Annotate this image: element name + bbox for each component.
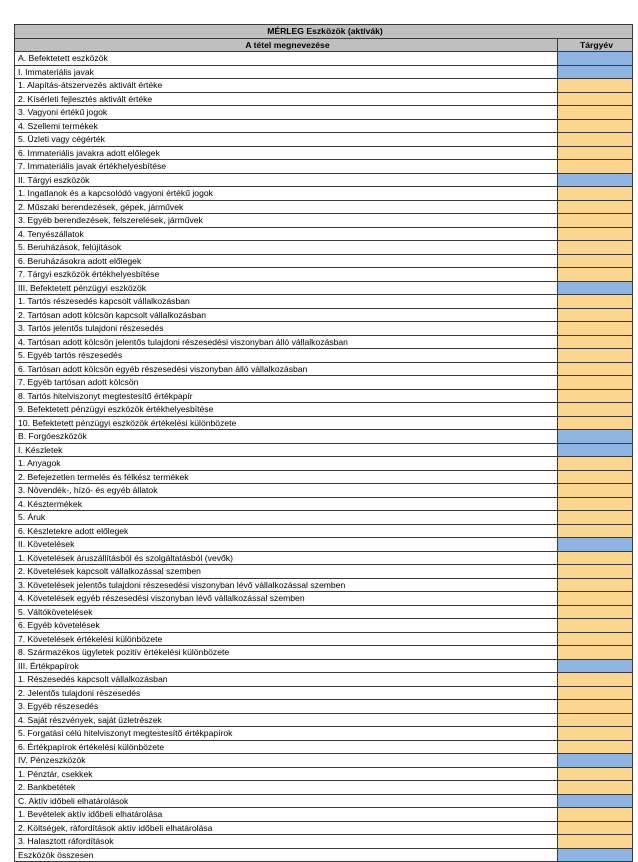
input-value-cell[interactable] xyxy=(558,389,633,403)
row-label: C. Aktív időbeli elhatárolások xyxy=(15,794,558,808)
table-row xyxy=(15,605,633,619)
section-row xyxy=(15,281,633,295)
row-label: 1. Tartós részesedés kapcsolt vállalkozásban xyxy=(15,295,558,309)
input-value-cell[interactable] xyxy=(558,457,633,471)
table-row xyxy=(15,200,633,214)
table-row xyxy=(15,619,633,633)
row-label: 2. Kísérleti fejlesztés aktivált értéke xyxy=(15,92,558,106)
row-label: 4. Tartósan adott kölcsön jelentős tulajdoni részesedési viszonyban álló vállalkozásban xyxy=(15,335,558,349)
input-value-cell[interactable] xyxy=(558,781,633,795)
table-row xyxy=(15,592,633,606)
table-row xyxy=(15,403,633,417)
table-row xyxy=(15,686,633,700)
row-label: 4. Tenyészállatok xyxy=(15,227,558,241)
row-label: 5. Beruházások, felújítások xyxy=(15,241,558,255)
table-row xyxy=(15,781,633,795)
table-row xyxy=(15,700,633,714)
table-row xyxy=(15,92,633,106)
section-value-cell xyxy=(558,281,633,295)
column-header-row xyxy=(15,38,633,52)
input-value-cell[interactable] xyxy=(558,416,633,430)
section-row xyxy=(15,65,633,79)
input-value-cell[interactable] xyxy=(558,146,633,160)
balance-sheet-body xyxy=(15,25,633,862)
table-row xyxy=(15,713,633,727)
section-row xyxy=(15,538,633,552)
table-row xyxy=(15,821,633,835)
row-label: 3. Egyéb részesedés xyxy=(15,700,558,714)
input-value-cell[interactable] xyxy=(558,835,633,849)
input-value-cell[interactable] xyxy=(558,821,633,835)
row-label: 2. Bankbetétek xyxy=(15,781,558,795)
row-label: 6. Értékpapírok értékelési különbözete xyxy=(15,740,558,754)
table-row xyxy=(15,227,633,241)
table-row xyxy=(15,470,633,484)
section-value-cell xyxy=(558,848,633,862)
input-value-cell[interactable] xyxy=(558,227,633,241)
table-row xyxy=(15,740,633,754)
input-value-cell[interactable] xyxy=(558,92,633,106)
input-value-cell[interactable] xyxy=(558,497,633,511)
input-value-cell[interactable] xyxy=(558,119,633,133)
row-label: 8. Tartós hitelviszonyt megtestesítő értékpapír xyxy=(15,389,558,403)
input-value-cell[interactable] xyxy=(558,619,633,633)
table-row xyxy=(15,551,633,565)
table-row xyxy=(15,322,633,336)
row-label: 1. Anyagok xyxy=(15,457,558,471)
input-value-cell[interactable] xyxy=(558,578,633,592)
section-row xyxy=(15,430,633,444)
table-row xyxy=(15,835,633,849)
input-value-cell[interactable] xyxy=(558,632,633,646)
input-value-cell[interactable] xyxy=(558,403,633,417)
input-value-cell[interactable] xyxy=(558,295,633,309)
row-label: 3. Egyéb berendezések, felszerelések, járművek xyxy=(15,214,558,228)
row-label: 7. Immateriális javak értékhelyesbítése xyxy=(15,160,558,174)
input-value-cell[interactable] xyxy=(558,673,633,687)
section-value-cell xyxy=(558,754,633,768)
row-label: 3. Követelések jelentős tulajdoni részesedési viszonyban lévő vállalkozással szemben xyxy=(15,578,558,592)
input-value-cell[interactable] xyxy=(558,551,633,565)
section-row xyxy=(15,173,633,187)
row-label: 2. Műszaki berendezések, gépek, járművek xyxy=(15,200,558,214)
row-label: 3. Vagyoni értékű jogok xyxy=(15,106,558,120)
table-row xyxy=(15,484,633,498)
input-value-cell[interactable] xyxy=(558,79,633,93)
table-row xyxy=(15,578,633,592)
section-value-cell xyxy=(558,443,633,457)
table-row xyxy=(15,241,633,255)
row-label: IV. Pénzeszközök xyxy=(15,754,558,768)
section-row xyxy=(15,52,633,66)
input-value-cell[interactable] xyxy=(558,241,633,255)
table-row xyxy=(15,106,633,120)
row-label: 4. Késztermékek xyxy=(15,497,558,511)
table-row xyxy=(15,160,633,174)
input-value-cell[interactable] xyxy=(558,254,633,268)
row-label: B. Forgóeszközök xyxy=(15,430,558,444)
row-label: 7. Egyéb tartósan adott kölcsön xyxy=(15,376,558,390)
input-value-cell[interactable] xyxy=(558,106,633,120)
row-label: 1. Részesedés kapcsolt vállalkozásban xyxy=(15,673,558,687)
row-label: 1. Ingatlanok és a kapcsolódó vagyoni értékű jogok xyxy=(15,187,558,201)
input-value-cell[interactable] xyxy=(558,268,633,282)
input-value-cell[interactable] xyxy=(558,200,633,214)
row-label: 5. Váltókövetelések xyxy=(15,605,558,619)
input-value-cell[interactable] xyxy=(558,686,633,700)
row-label: 4. Szellemi termékek xyxy=(15,119,558,133)
input-value-cell[interactable] xyxy=(558,713,633,727)
input-value-cell[interactable] xyxy=(558,484,633,498)
input-value-cell[interactable] xyxy=(558,511,633,525)
row-label: 1. Alapítás-átszervezés aktivált értéke xyxy=(15,79,558,93)
table-row xyxy=(15,376,633,390)
table-row xyxy=(15,673,633,687)
input-value-cell[interactable] xyxy=(558,605,633,619)
row-label: 1. Pénztár, csekkek xyxy=(15,767,558,781)
row-label: 2. Jelentős tulajdoni részesedés xyxy=(15,686,558,700)
section-value-cell xyxy=(558,173,633,187)
row-label: 7. Tárgyi eszközök értékhelyesbítése xyxy=(15,268,558,282)
row-label: 9. Befektetett pénzügyi eszközök értékhelyesbítése xyxy=(15,403,558,417)
row-label: 2. Költségek, ráfordítások aktív időbeli elhatárolása xyxy=(15,821,558,835)
input-value-cell[interactable] xyxy=(558,808,633,822)
table-row xyxy=(15,808,633,822)
input-value-cell[interactable] xyxy=(558,727,633,741)
row-label: III. Értékpapírok xyxy=(15,659,558,673)
input-value-cell[interactable] xyxy=(558,740,633,754)
row-label: 2. Tartósan adott kölcsön kapcsolt vállalkozásban xyxy=(15,308,558,322)
input-value-cell[interactable] xyxy=(558,524,633,538)
table-row xyxy=(15,362,633,376)
row-label: III. Befektetett pénzügyi eszközök xyxy=(15,281,558,295)
section-row xyxy=(15,443,633,457)
row-label: 1. Követelések áruszállításból és szolgáltatásból (vevők) xyxy=(15,551,558,565)
row-label: 4. Saját részvények, saját üzletrészek xyxy=(15,713,558,727)
input-value-cell[interactable] xyxy=(558,160,633,174)
table-row xyxy=(15,349,633,363)
section-value-cell xyxy=(558,65,633,79)
row-label: II. Tárgyi eszközök xyxy=(15,173,558,187)
row-label: 2. Befejezetlen termelés és félkész termékek xyxy=(15,470,558,484)
row-label: 7. Követelések értékelési különbözete xyxy=(15,632,558,646)
row-label: 6. Immateriális javakra adott előlegek xyxy=(15,146,558,160)
table-row xyxy=(15,214,633,228)
input-value-cell[interactable] xyxy=(558,349,633,363)
table-title: MÉRLEG Eszközök (aktívák) xyxy=(15,25,633,39)
input-value-cell[interactable] xyxy=(558,335,633,349)
item-name-header: A tétel megnevezése xyxy=(15,38,558,52)
row-label: 6. Egyéb követelések xyxy=(15,619,558,633)
table-row xyxy=(15,268,633,282)
row-label: 6. Tartósan adott kölcsön egyéb részesedési viszonyban álló vállalkozásban xyxy=(15,362,558,376)
table-row xyxy=(15,457,633,471)
input-value-cell[interactable] xyxy=(558,700,633,714)
row-label: 3. Növendék-, hízó- és egyéb állatok xyxy=(15,484,558,498)
row-label: 5. Egyéb tartós részesedés xyxy=(15,349,558,363)
row-label: 8. Származékos ügyletek pozitív értékelési különbözete xyxy=(15,646,558,660)
section-value-cell xyxy=(558,538,633,552)
section-value-cell xyxy=(558,794,633,808)
row-label: 10. Befektetett pénzügyi eszközök értékelési különbözete xyxy=(15,416,558,430)
section-row xyxy=(15,848,633,862)
row-label: 2. Követelések kapcsolt vállalkozással szemben xyxy=(15,565,558,579)
row-label: 1. Bevételek aktív időbeli elhatárolása xyxy=(15,808,558,822)
table-row xyxy=(15,119,633,133)
table-row xyxy=(15,295,633,309)
row-label: Eszközök összesen xyxy=(15,848,558,862)
table-row xyxy=(15,646,633,660)
input-value-cell[interactable] xyxy=(558,592,633,606)
row-label: 3. Halasztott ráfordítások xyxy=(15,835,558,849)
input-value-cell[interactable] xyxy=(558,470,633,484)
input-value-cell[interactable] xyxy=(558,133,633,147)
table-row xyxy=(15,511,633,525)
input-value-cell[interactable] xyxy=(558,362,633,376)
row-label: I. Készletek xyxy=(15,443,558,457)
section-value-cell xyxy=(558,52,633,66)
table-row xyxy=(15,254,633,268)
input-value-cell[interactable] xyxy=(558,308,633,322)
table-row xyxy=(15,308,633,322)
row-label: 5. Üzleti vagy cégérték xyxy=(15,133,558,147)
section-value-cell xyxy=(558,430,633,444)
input-value-cell[interactable] xyxy=(558,187,633,201)
input-value-cell[interactable] xyxy=(558,646,633,660)
input-value-cell[interactable] xyxy=(558,565,633,579)
table-row xyxy=(15,146,633,160)
input-value-cell[interactable] xyxy=(558,376,633,390)
section-value-cell xyxy=(558,659,633,673)
input-value-cell[interactable] xyxy=(558,214,633,228)
row-label: A. Befektetett eszközök xyxy=(15,52,558,66)
table-row xyxy=(15,727,633,741)
input-value-cell[interactable] xyxy=(558,767,633,781)
table-row xyxy=(15,497,633,511)
row-label: 6. Beruházásokra adott előlegek xyxy=(15,254,558,268)
table-row xyxy=(15,389,633,403)
current-year-header: Tárgyév xyxy=(558,38,633,52)
table-row xyxy=(15,416,633,430)
row-label: II. Követelések xyxy=(15,538,558,552)
table-row xyxy=(15,79,633,93)
section-row xyxy=(15,794,633,808)
table-row xyxy=(15,632,633,646)
table-row xyxy=(15,335,633,349)
table-row xyxy=(15,187,633,201)
row-label: I. Immateriális javak xyxy=(15,65,558,79)
row-label: 5. Áruk xyxy=(15,511,558,525)
row-label: 5. Forgatási célú hitelviszonyt megtestesítő értékpapírok xyxy=(15,727,558,741)
table-row xyxy=(15,565,633,579)
table-row xyxy=(15,524,633,538)
row-label: 6. Készletekre adott előlegek xyxy=(15,524,558,538)
balance-sheet-table xyxy=(14,24,633,862)
table-row xyxy=(15,133,633,147)
title-row xyxy=(15,25,633,39)
input-value-cell[interactable] xyxy=(558,322,633,336)
row-label: 3. Tartós jelentős tulajdoni részesedés xyxy=(15,322,558,336)
table-row xyxy=(15,767,633,781)
section-row xyxy=(15,754,633,768)
row-label: 4. Követelések egyéb részesedési viszonyban lévő vállalkozással szemben xyxy=(15,592,558,606)
section-row xyxy=(15,659,633,673)
